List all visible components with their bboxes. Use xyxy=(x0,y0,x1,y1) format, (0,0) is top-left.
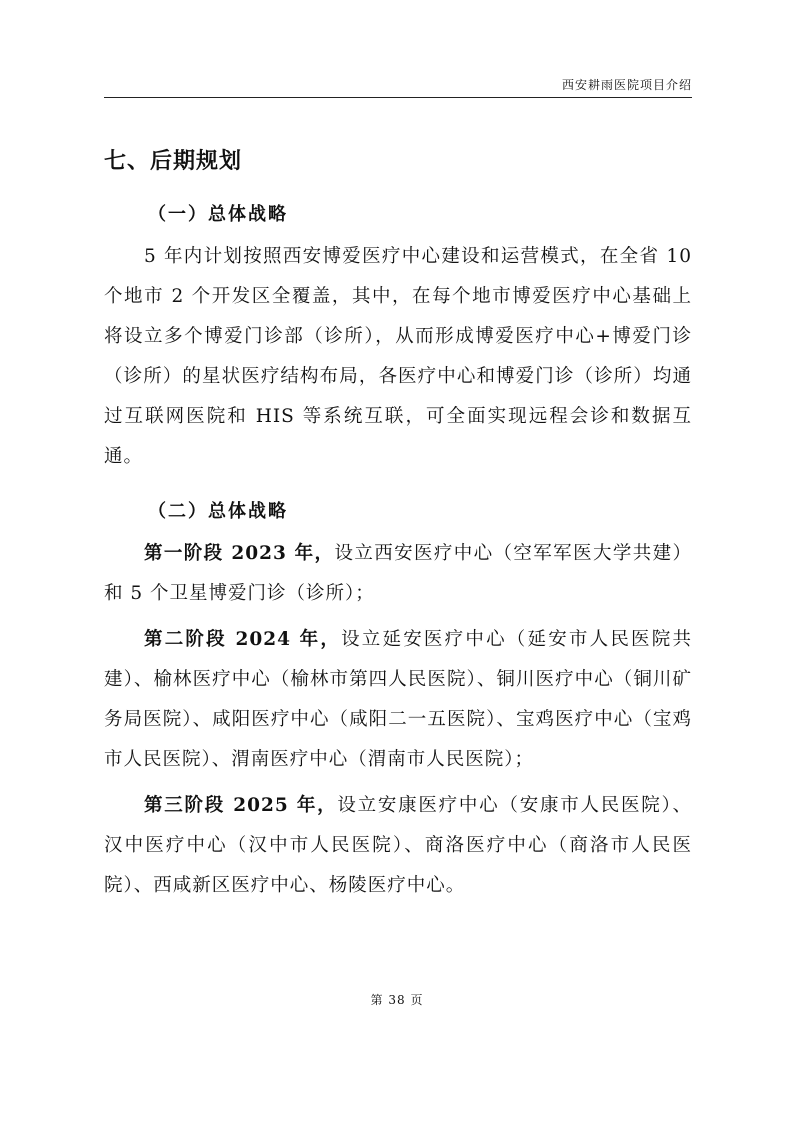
header-divider xyxy=(104,97,692,98)
page-number: 第 38 页 xyxy=(370,993,424,1007)
phase-one-label: 第一阶段 2023 年， xyxy=(144,543,335,564)
phase-two-text: 设立延安医疗中心（延安市人民医院共建）、榆林医疗中心（榆林市第四人民医院）、铜川医疗中心（铜川矿务局医院）、咸阳医疗中心（咸阳二一五医院）、宝鸡医疗中心（宝鸡市人民医院）、渭南医疗中心（渭南市人民医院）； xyxy=(104,629,692,770)
phase-two-label: 第二阶段 2024 年， xyxy=(144,629,342,650)
phase-three-paragraph xyxy=(104,786,692,906)
overall-strategy-paragraph: 5 年内计划按照西安博爱医疗中心建设和运营模式，在全省 10 个地市 2 个开发区全覆盖，其中，在每个地市博爱医疗中心基础上将设立多个博爱门诊部（诊所），从而形成博爱医疗中心+博爱门诊（诊所）的星状医疗结构布局，各医疗中心和博爱门诊（诊所）均通过互联网医院和 HIS 等系统互联，可全面实现远程会诊和数据互通。 xyxy=(104,246,692,467)
subheading-overall-strategy-1: （一）总体战略 xyxy=(148,204,288,225)
phase-three-label: 第三阶段 2025 年， xyxy=(144,795,338,816)
phase-three-text: 设立安康医疗中心（安康市人民医院）、汉中医疗中心（汉中市人民医院）、商洛医疗中心（商洛市人民医院）、西咸新区医疗中心、杨陵医疗中心。 xyxy=(104,795,692,896)
phase-two-paragraph xyxy=(104,620,692,780)
section-title: 七、后期规划 xyxy=(104,149,243,174)
running-header: 西安耕雨医院项目介绍 xyxy=(561,78,692,92)
subheading-overall-strategy-2: （二）总体战略 xyxy=(148,501,288,522)
phase-one-paragraph xyxy=(104,534,692,614)
phase-one-text: 设立西安医疗中心（空军军医大学共建）和 5 个卫星博爱门诊（诊所）； xyxy=(104,543,692,604)
